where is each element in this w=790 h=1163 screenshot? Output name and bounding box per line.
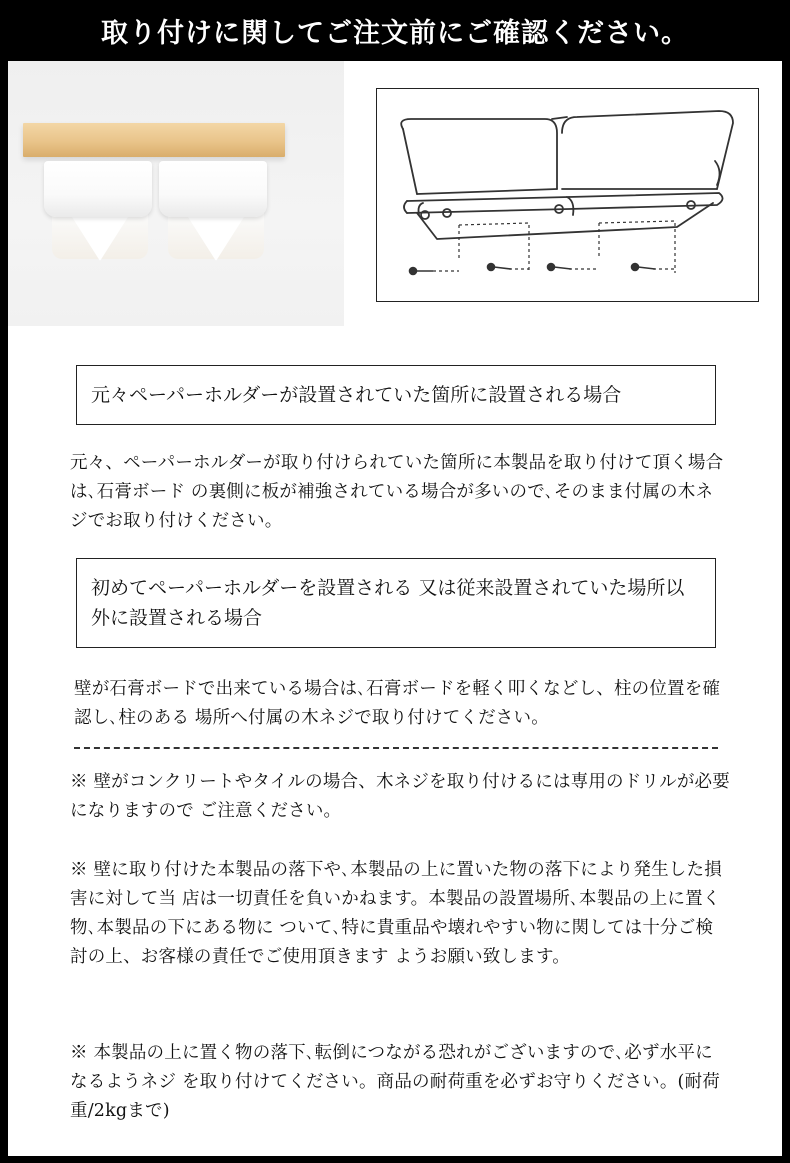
screw-icon (548, 264, 572, 271)
section1-body: 元々、ペーパーホルダーが取り付けられていた箇所に本製品を取り付けて頂く場合は､石膏ボード の裏側に板が補強されている場合が多いので､そのまま付属の木ネジでお取り付けください。 (70, 453, 724, 531)
dashed-divider (74, 747, 718, 749)
note-liability: ※ 壁に取り付けた本製品の落下や､本製品の上に置いた物の落下により発生した損害に対して当 店は一切責任を負いかねます。本製品の設置場所､本製品の上に置く物､本製品の下にある物に ついて､特に貴重品や壊れやすい物に関しては十分ご検討の上、お客様の責任でご使用頂きます ようお願い致します。 (70, 860, 722, 967)
content-panel (8, 61, 782, 1156)
screw-icon (410, 268, 434, 275)
screw-icon (632, 264, 656, 271)
screw-icon (488, 264, 512, 271)
page-title: 取り付けに関してご注文前にご確認ください。 (0, 0, 790, 60)
section2-body: 壁が石膏ボードで出来ている場合は､石膏ボードを軽く叩くなどし、柱の位置を確認し､柱のある 場所へ付属の木ネジで取り付けてください。 (74, 679, 721, 728)
section1-heading-box (76, 365, 716, 425)
wooden-shelf (23, 123, 285, 157)
section2-heading-box (76, 558, 716, 648)
section1-heading: 元々ペーパーホルダーが設置されていた箇所に設置される場合 (91, 384, 622, 406)
holder-cover-left (44, 161, 152, 217)
section2-heading: 初めてペーパーホルダーを設置される 又は従来設置されていた場所以外に設置される場合 (91, 577, 685, 629)
product-photo (8, 61, 344, 326)
note-load-limit: ※ 本製品の上に置く物の落下､転倒につながる恐れがございますので､必ず水平になるようネジ を取り付けてください。商品の耐荷重を必ずお守りください。(耐荷重/2kgまで) (70, 1043, 720, 1121)
note-concrete-wall: ※ 壁がコンクリートやタイルの場合、木ネジを取り付けるには専用のドリルが必要になりますので ご注意ください。 (70, 772, 730, 821)
installation-diagram-drawing (377, 89, 758, 301)
holder-cover-right (159, 161, 267, 217)
installation-diagram (376, 88, 759, 302)
